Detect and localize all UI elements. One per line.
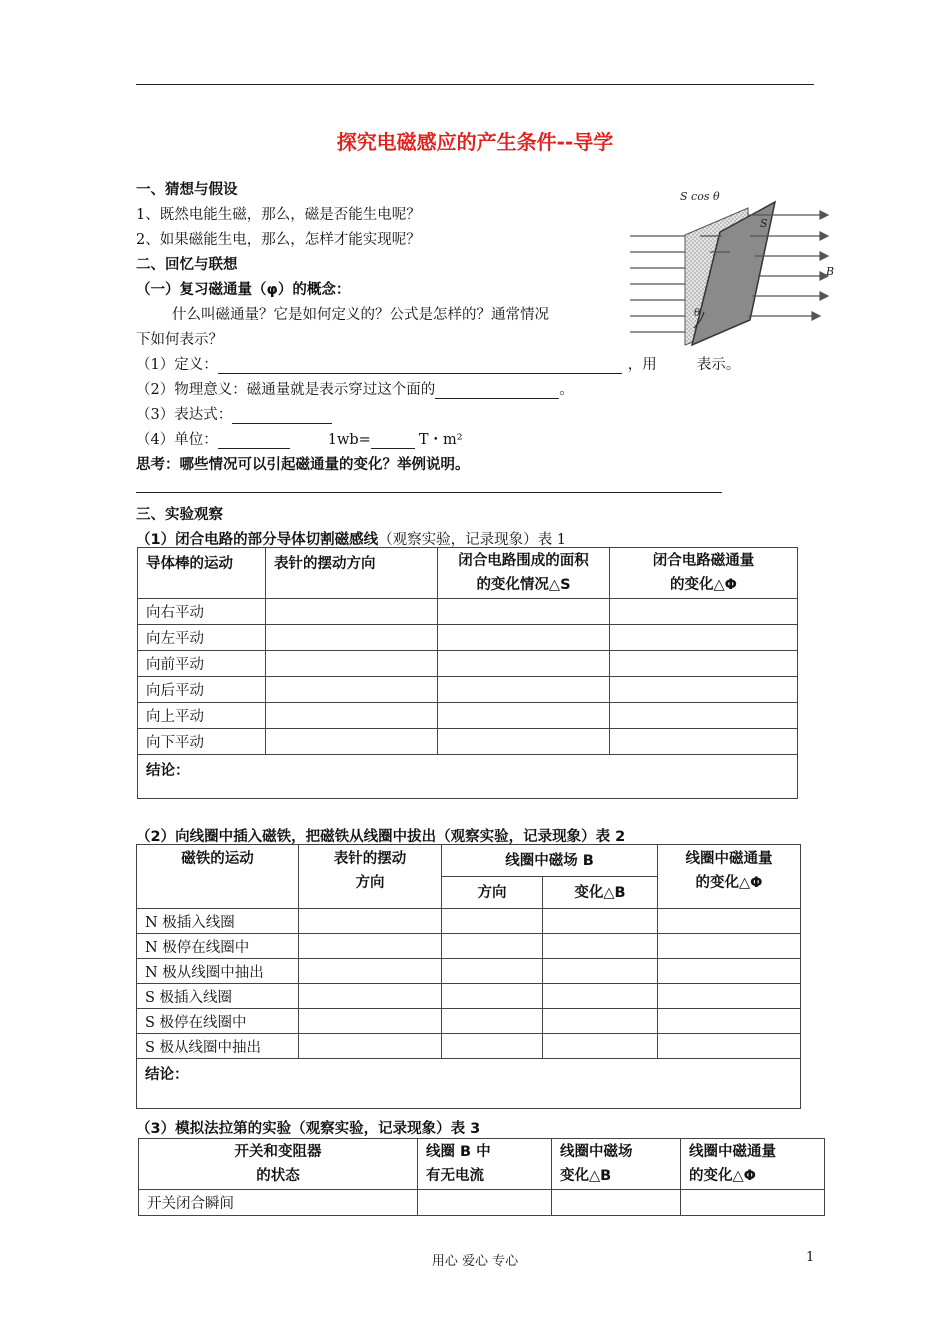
table-cell[interactable] xyxy=(418,1190,552,1216)
table-cell[interactable] xyxy=(552,1190,681,1216)
table-row xyxy=(137,1034,801,1059)
subsection-flux-review: （一）复习磁通量（φ）的概念： xyxy=(136,282,351,298)
definition-label: （1）定义： xyxy=(136,357,218,373)
table-cell[interactable] xyxy=(438,677,610,703)
t3-header-switch-l1: 开关和变阻器 xyxy=(234,1144,322,1160)
question-1: 1、既然电能生磁，那么，磁是否能生电呢？ xyxy=(136,207,421,223)
t1-header-flux-l1: 闭合电路磁通量 xyxy=(652,553,755,569)
table-row xyxy=(138,729,798,755)
t1-row-label: 向前平动 xyxy=(138,651,266,677)
t3-header-field xyxy=(552,1139,681,1190)
t2-header-needle-l1: 表针的摆动 xyxy=(333,851,407,867)
table-1-caption-rest: （观察实验，记录现象）表 1 xyxy=(378,532,566,548)
unit-row xyxy=(136,428,463,449)
t2-row-label: S 极从线圈中抽出 xyxy=(137,1034,299,1059)
table-cell[interactable] xyxy=(610,703,798,729)
header-rule xyxy=(136,84,814,85)
definition-mid: ，用 xyxy=(627,357,657,373)
t2-header-flux xyxy=(658,845,801,909)
table-cell[interactable] xyxy=(681,1190,825,1216)
t1-row-label: 向上平动 xyxy=(138,703,266,729)
table-cell[interactable] xyxy=(442,1034,543,1059)
label-theta: θ xyxy=(694,308,701,319)
section-2-heading: 二、回忆与联想 xyxy=(136,257,238,273)
table-cell[interactable] xyxy=(442,1009,543,1034)
t1-conclusion[interactable]: 结论： xyxy=(138,755,798,799)
t1-header-motion: 导体棒的运动 xyxy=(138,548,266,599)
label-scos: S cos θ xyxy=(680,190,720,203)
t2-header-direction: 方向 xyxy=(442,877,543,909)
think-question: 思考：哪些情况可以引起磁通量的变化？举例说明。 xyxy=(136,457,470,473)
table-row xyxy=(139,1190,825,1216)
section-3-heading: 三、实验观察 xyxy=(136,507,223,523)
table-cell[interactable] xyxy=(442,934,543,959)
label-s: S xyxy=(760,217,768,230)
table-cell[interactable] xyxy=(266,599,438,625)
t1-row-label: 向右平动 xyxy=(138,599,266,625)
t2-header-needle xyxy=(299,845,442,909)
t3-row-label: 开关闭合瞬间 xyxy=(139,1190,418,1216)
unit-label: （4）单位： xyxy=(136,432,218,448)
t1-row-label: 向下平动 xyxy=(138,729,266,755)
table-3 xyxy=(138,1138,825,1216)
table-cell[interactable] xyxy=(543,934,658,959)
table-cell[interactable] xyxy=(442,959,543,984)
t1-header-flux xyxy=(610,548,798,599)
t2-row-label: N 极插入线圈 xyxy=(137,909,299,934)
table-cell[interactable] xyxy=(438,599,610,625)
table-row xyxy=(138,677,798,703)
table-2-caption: （2）向线圈中插入磁铁，把磁铁从线圈中拔出（观察实验，记录现象）表 2 xyxy=(136,829,626,845)
unit-mid: 1wb= xyxy=(327,432,371,448)
t3-header-flux-l2: 的变化△Φ xyxy=(689,1168,756,1184)
t3-header-switch xyxy=(139,1139,418,1190)
table-row xyxy=(137,959,801,984)
t1-header-area-l2: 的变化情况△S xyxy=(476,577,571,593)
table-cell[interactable] xyxy=(299,1034,442,1059)
unit-blank[interactable] xyxy=(218,433,290,449)
t2-header-needle-l2: 方向 xyxy=(355,875,385,891)
table-cell[interactable] xyxy=(266,729,438,755)
table-row xyxy=(138,703,798,729)
table-cell[interactable] xyxy=(299,984,442,1009)
table-cell[interactable] xyxy=(266,625,438,651)
t3-header-current xyxy=(418,1139,552,1190)
t1-row-label: 向后平动 xyxy=(138,677,266,703)
table-cell[interactable] xyxy=(438,729,610,755)
t2-header-flux-l1: 线圈中磁通量 xyxy=(685,851,773,867)
t3-header-field-l2: 变化△B xyxy=(560,1168,612,1184)
footer-text: 用心 爱心 专心 xyxy=(431,1254,519,1269)
table-cell[interactable] xyxy=(543,959,658,984)
t2-row-label: N 极从线圈中抽出 xyxy=(137,959,299,984)
table-row xyxy=(138,625,798,651)
t3-header-field-l1: 线圈中磁场 xyxy=(560,1144,633,1160)
unit-end: T・m² xyxy=(418,432,463,448)
physical-meaning-end: 。 xyxy=(559,382,574,398)
definition-row xyxy=(136,353,740,374)
question-2: 2、如果磁能生电，那么，怎样才能实现呢？ xyxy=(136,232,421,248)
table-cell[interactable] xyxy=(658,909,801,934)
table-cell[interactable] xyxy=(610,651,798,677)
table-2 xyxy=(136,844,801,1109)
magnetic-flux-figure xyxy=(630,180,840,355)
t2-header-change: 变化△B xyxy=(543,877,658,909)
t3-header-switch-l2: 的状态 xyxy=(256,1168,300,1184)
table-cell[interactable] xyxy=(658,959,801,984)
table-row xyxy=(138,599,798,625)
table-3-caption: （3）模拟法拉第的实验（观察实验，记录现象）表 3 xyxy=(136,1121,481,1137)
t2-header-magnet: 磁铁的运动 xyxy=(137,845,299,909)
paragraph-line-1: 什么叫磁通量？它是如何定义的？公式是怎样的？通常情况 xyxy=(172,307,549,323)
t2-conclusion[interactable]: 结论： xyxy=(137,1059,801,1109)
t3-header-current-l1: 线圈 B 中 xyxy=(426,1144,491,1160)
table-cell[interactable] xyxy=(610,729,798,755)
table-cell[interactable] xyxy=(438,703,610,729)
table-1-caption xyxy=(136,528,566,549)
field-lines xyxy=(630,236,685,332)
table-cell[interactable] xyxy=(442,909,543,934)
paragraph-line-2: 下如何表示？ xyxy=(136,332,223,348)
table-cell[interactable] xyxy=(266,651,438,677)
table-cell[interactable] xyxy=(299,1009,442,1034)
label-b: B xyxy=(826,265,835,278)
table-cell[interactable] xyxy=(658,934,801,959)
table-cell[interactable] xyxy=(543,984,658,1009)
table-row xyxy=(137,934,801,959)
table-cell[interactable] xyxy=(266,677,438,703)
table-1-caption-bold: （1）闭合电路的部分导体切割磁感线 xyxy=(136,532,379,548)
table-row xyxy=(137,909,801,934)
table-1 xyxy=(137,547,798,799)
table-cell[interactable] xyxy=(658,1034,801,1059)
table-cell[interactable] xyxy=(610,599,798,625)
symbol-blank[interactable] xyxy=(657,359,697,374)
table-row xyxy=(137,1009,801,1034)
page-title: 探究电磁感应的产生条件--导学 xyxy=(336,130,614,154)
t3-header-flux-l1: 线圈中磁通量 xyxy=(689,1144,776,1160)
table-cell[interactable] xyxy=(266,703,438,729)
t2-header-flux-l2: 的变化△Φ xyxy=(695,875,763,891)
page-number: 1 xyxy=(806,1250,815,1265)
physical-meaning-label: （2）物理意义：磁通量就是表示穿过这个面的 xyxy=(136,382,436,398)
table-cell[interactable] xyxy=(610,625,798,651)
table-cell[interactable] xyxy=(658,984,801,1009)
t2-row-label: S 极停在线圈中 xyxy=(137,1009,299,1034)
table-cell[interactable] xyxy=(543,1009,658,1034)
unit-conversion-blank[interactable] xyxy=(371,433,415,449)
t3-header-flux xyxy=(681,1139,825,1190)
table-row xyxy=(138,651,798,677)
definition-blank[interactable] xyxy=(218,358,622,374)
definition-end: 表示。 xyxy=(696,357,741,373)
expression-label: （3）表达式： xyxy=(136,407,233,423)
table-cell[interactable] xyxy=(299,959,442,984)
table-cell[interactable] xyxy=(658,1009,801,1034)
table-cell[interactable] xyxy=(299,909,442,934)
t1-header-flux-l2: 的变化△Φ xyxy=(670,577,737,593)
table-cell[interactable] xyxy=(442,984,543,1009)
t1-header-needle: 表针的摆动方向 xyxy=(266,548,438,599)
table-cell[interactable] xyxy=(543,1034,658,1059)
think-answer-line[interactable] xyxy=(136,492,722,493)
t2-header-field: 线圈中磁场 B xyxy=(442,845,658,877)
t3-header-current-l2: 有无电流 xyxy=(426,1168,484,1184)
physical-meaning-blank[interactable] xyxy=(435,383,559,399)
table-cell[interactable] xyxy=(610,677,798,703)
expression-row xyxy=(136,403,332,424)
table-cell[interactable] xyxy=(438,651,610,677)
table-cell[interactable] xyxy=(438,625,610,651)
t1-header-area xyxy=(438,548,610,599)
t1-row-label: 向左平动 xyxy=(138,625,266,651)
physical-meaning-row xyxy=(136,378,574,399)
t1-header-area-l1: 闭合电路围成的面积 xyxy=(458,553,589,569)
t2-row-label: N 极停在线圈中 xyxy=(137,934,299,959)
table-cell[interactable] xyxy=(543,909,658,934)
t2-row-label: S 极插入线圈 xyxy=(137,984,299,1009)
expression-blank[interactable] xyxy=(232,408,332,424)
section-1-heading: 一、猜想与假设 xyxy=(136,182,238,198)
table-cell[interactable] xyxy=(299,934,442,959)
table-row xyxy=(137,984,801,1009)
